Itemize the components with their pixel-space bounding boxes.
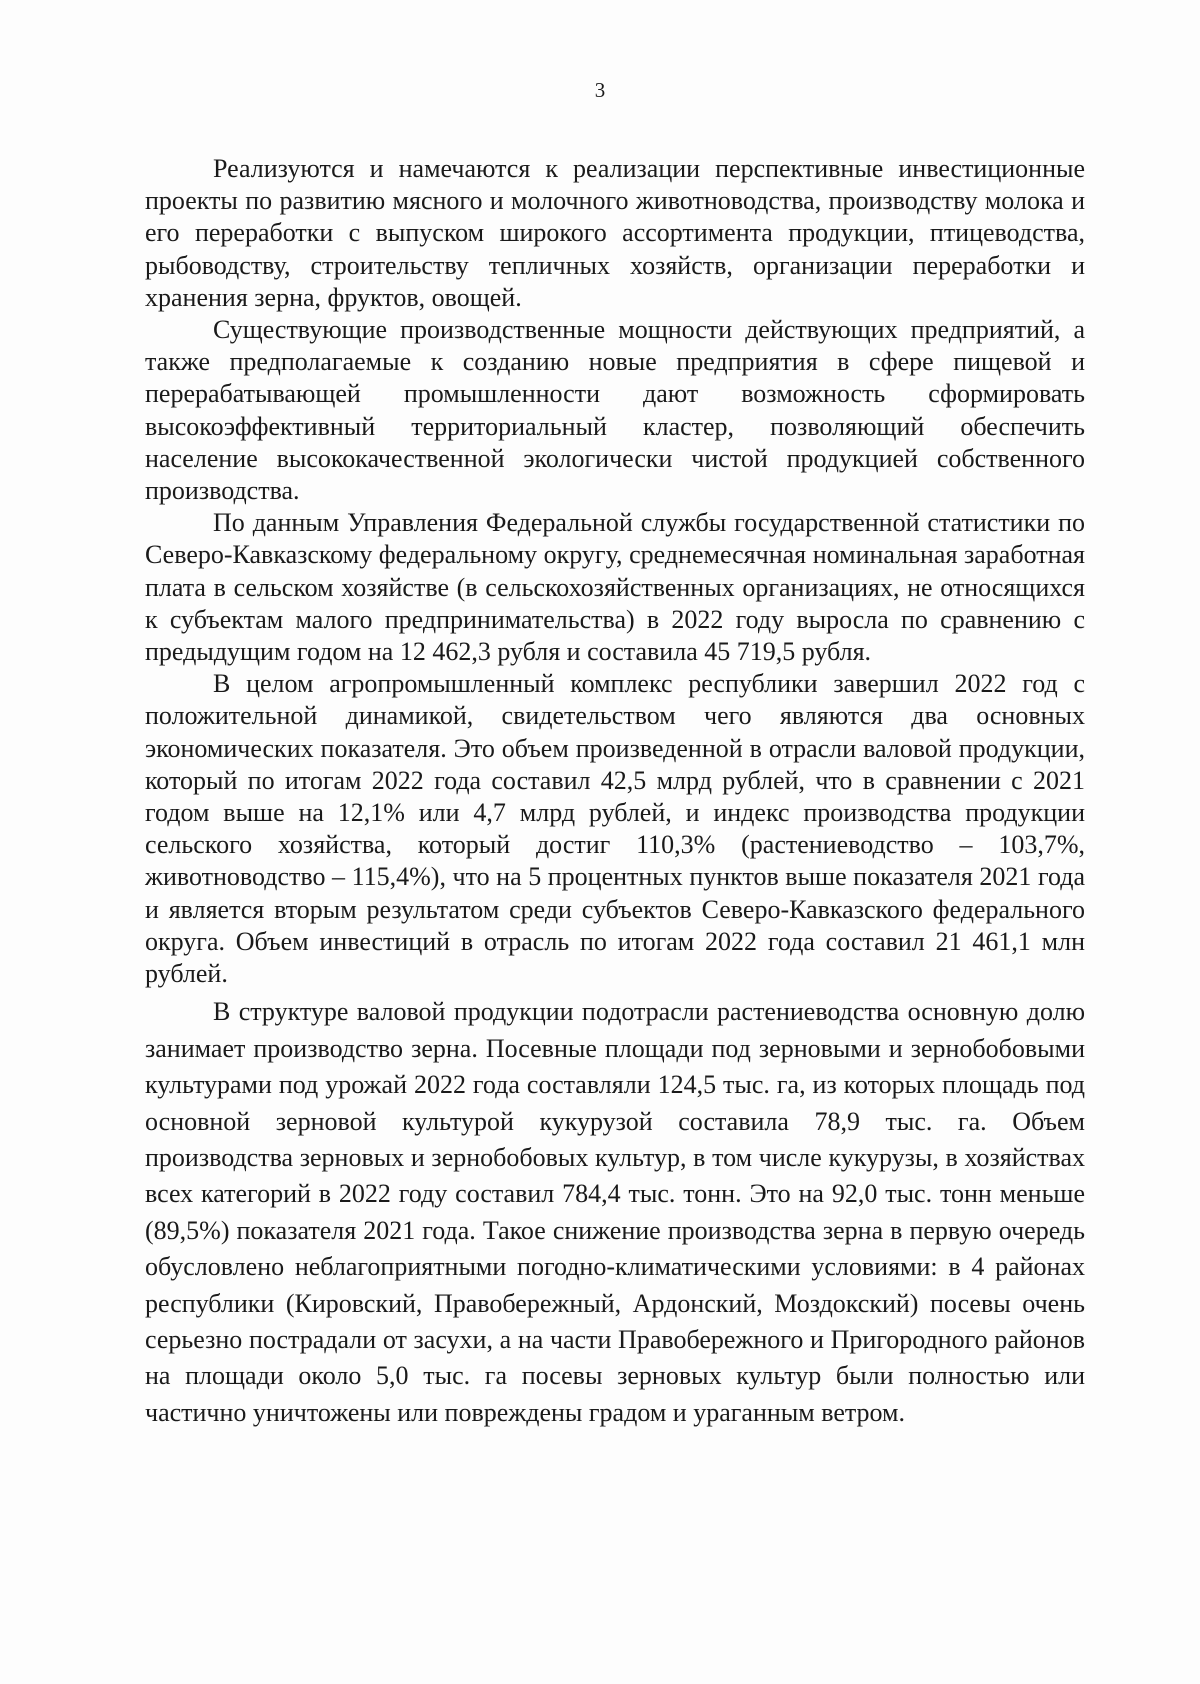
paragraph-agro-results: В целом агропромышленный комплекс республики завершил 2022 год с положительной динамикой, свидетельством чего являются два основных экономических показателя. Это объем произведенной в отрасли валовой продукции, который по итогам 2022 года составил 42,5 млрд рублей, что в сравнении с 2021 годом выше на 12,1% или 4,7 млрд рублей, и индекс производства продукции сельского хозяйства, который достиг 110,3% (растениеводство – 103,7%, животноводство – 115,4%), что на 5 процентных пунктов выше показателя 2021 года и является вторым результатом среди субъектов Северо-Кавказского федерального округа. Объем инвестиций в отрасль по итогам 2022 года составил 21 461,1 млн рублей. — [145, 669, 1085, 989]
paragraph-wage-statistics: По данным Управления Федеральной службы государственной статистики по Северо-Кавказскому федеральному округу, среднемесячная номинальная заработная плата в сельском хозяйстве (в сельскохозяйственных организациях, не относящихся к субъектам малого предпринимательства) в 2022 году выросла по сравнению с предыдущим годом на 12 462,3 рубля и составила 45 719,5 рубля. — [145, 508, 1085, 667]
paragraph-investment-projects: Реализуются и намечаются к реализации перспективные инвестиционные проекты по развитию мясного и молочного животноводства, производству молока и его переработки с выпуском широкого ассортимента продукции, птицеводства, рыбоводству, строительству тепличных хозяйств, организации переработки и хранения зерна, фруктов, овощей. — [145, 154, 1085, 312]
page-number: 3 — [594, 78, 606, 102]
paragraph-production-capacity: Существующие производственные мощности действующих предприятий, а также предполагаемые к созданию новые предприятия в сфере пищевой и перерабатывающей промышленности дают возможность сформировать высокоэффективный территориальный кластер, позволяющий обеспечить население высококачественной экологически чистой продукцией собственного производства. — [145, 315, 1085, 506]
document-body — [145, 153, 1085, 1431]
paragraph-grain-production: В структуре валовой продукции подотрасли растениеводства основную долю занимает производство зерна. Посевные площади под зерновыми и зернобобовыми культурами под урожай 2022 года составляли 124,5 тыс. га, из которых площадь под основной зерновой культурой кукурузой составила 78,9 тыс. га. Объем производства зерновых и зернобобовых культур, в том числе кукурузы, в хозяйствах всех категорий в 2022 году составил 784,4 тыс. тонн. Это на 92,0 тыс. тонн меньше (89,5%) показателя 2021 года. Такое снижение производства зерна в первую очередь обусловлено неблагоприятными погодно-климатическими условиями: в 4 районах республики (Кировский, Правобережный, Ардонский, Моздокский) посевы очень серьезно пострадали от засухи, а на части Правобережного и Пригородного районов на площади около 5,0 тыс. га посевы зерновых культур были полностью или частично уничтожены или повреждены градом и ураганным ветром. — [145, 997, 1085, 1427]
